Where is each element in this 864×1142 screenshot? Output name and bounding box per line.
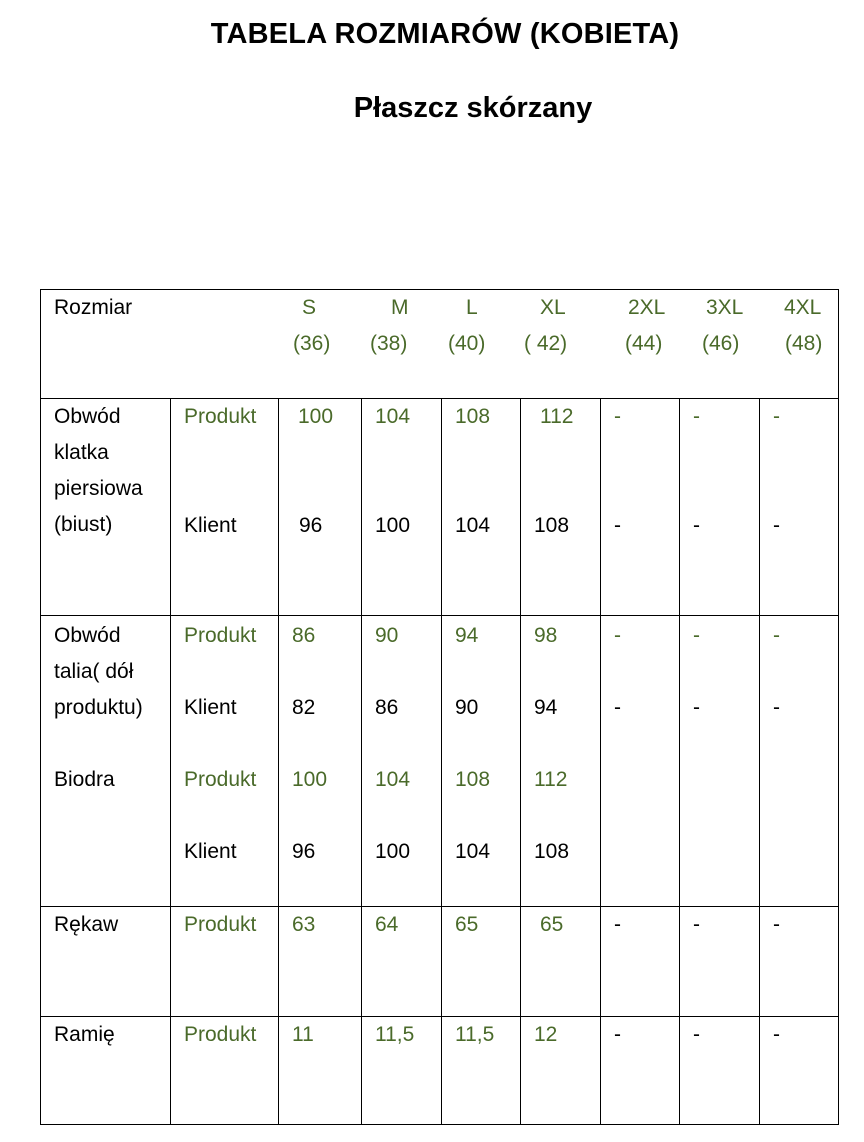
header-size-3xl: 3XL bbox=[706, 296, 744, 319]
cell-value: 100 bbox=[298, 405, 334, 428]
cell-dash: - bbox=[614, 1023, 621, 1046]
cell-dash: - bbox=[773, 696, 780, 719]
header-eu-2xl: (44) bbox=[625, 332, 663, 355]
row-type-klient: Klient bbox=[184, 514, 237, 537]
row-type-produkt: Produkt bbox=[184, 1023, 257, 1046]
col-divider bbox=[441, 398, 442, 1125]
cell-value: 65 bbox=[540, 913, 564, 936]
cell-dash: - bbox=[773, 514, 780, 537]
cell-dash: - bbox=[773, 913, 780, 936]
cell-dash: - bbox=[614, 696, 621, 719]
col-divider bbox=[600, 398, 601, 1125]
cell-dash: - bbox=[693, 1023, 700, 1046]
cell-value: 108 bbox=[455, 768, 491, 791]
cell-value: 104 bbox=[375, 768, 411, 791]
cell-value: 96 bbox=[292, 840, 316, 863]
row-label-sleeve: Rękaw bbox=[54, 913, 119, 936]
header-label: Rozmiar bbox=[54, 296, 133, 319]
cell-value: 64 bbox=[375, 913, 399, 936]
cell-value: 11 bbox=[292, 1023, 314, 1046]
cell-dash: - bbox=[693, 624, 700, 647]
table-border-bottom bbox=[40, 1124, 839, 1125]
cell-value: 11,5 bbox=[375, 1023, 415, 1046]
col-divider bbox=[759, 398, 760, 1125]
cell-value: 86 bbox=[375, 696, 399, 719]
cell-value: 82 bbox=[292, 696, 316, 719]
header-size-s: S bbox=[302, 296, 317, 319]
cell-dash: - bbox=[614, 624, 621, 647]
header-eu-xl: ( 42) bbox=[524, 332, 568, 355]
header-eu-s: (36) bbox=[293, 332, 331, 355]
header-size-m: M bbox=[391, 296, 409, 319]
cell-dash: - bbox=[773, 624, 780, 647]
table-border-left bbox=[40, 289, 41, 1125]
row-type-produkt: Produkt bbox=[184, 405, 257, 428]
cell-value: 98 bbox=[534, 624, 558, 647]
cell-value: 86 bbox=[292, 624, 316, 647]
table-border-row3 bbox=[40, 906, 839, 907]
row-label-hips: Biodra bbox=[54, 768, 115, 791]
table-border-right bbox=[838, 289, 839, 1125]
cell-value: 104 bbox=[375, 405, 411, 428]
row-label-shoulder: Ramię bbox=[54, 1023, 115, 1046]
header-eu-l: (40) bbox=[448, 332, 486, 355]
row-type-klient: Klient bbox=[184, 696, 237, 719]
cell-value: 96 bbox=[299, 514, 323, 537]
cell-value: 112 bbox=[540, 405, 574, 428]
cell-value: 90 bbox=[455, 696, 479, 719]
row-label-bust: Obwód klatka piersiowa (biust) bbox=[54, 405, 143, 536]
header-size-4xl: 4XL bbox=[784, 296, 822, 319]
cell-value: 104 bbox=[455, 514, 491, 537]
row-type-klient: Klient bbox=[184, 840, 237, 863]
cell-value: 94 bbox=[534, 696, 558, 719]
header-size-xl: XL bbox=[540, 296, 566, 319]
cell-value: 94 bbox=[455, 624, 479, 647]
cell-value: 108 bbox=[534, 514, 570, 537]
cell-value: 108 bbox=[534, 840, 570, 863]
header-eu-m: (38) bbox=[370, 332, 408, 355]
cell-dash: - bbox=[773, 1023, 780, 1046]
header-eu-4xl: (48) bbox=[785, 332, 823, 355]
page-title: TABELA ROZMIARÓW (KOBIETA) bbox=[210, 18, 680, 50]
header-eu-3xl: (46) bbox=[702, 332, 740, 355]
cell-value: 112 bbox=[534, 768, 568, 791]
cell-dash: - bbox=[693, 696, 700, 719]
cell-dash: - bbox=[693, 405, 700, 428]
row-type-produkt: Produkt bbox=[184, 768, 257, 791]
cell-value: 65 bbox=[455, 913, 479, 936]
cell-value: 63 bbox=[292, 913, 316, 936]
page-subtitle: Płaszcz skórzany bbox=[353, 92, 593, 124]
cell-value: 104 bbox=[455, 840, 491, 863]
col-divider bbox=[679, 398, 680, 1125]
cell-dash: - bbox=[614, 405, 621, 428]
cell-value: 100 bbox=[292, 768, 328, 791]
cell-dash: - bbox=[773, 405, 780, 428]
cell-dash: - bbox=[614, 913, 621, 936]
cell-value: 100 bbox=[375, 840, 411, 863]
cell-dash: - bbox=[614, 514, 621, 537]
cell-dash: - bbox=[693, 913, 700, 936]
col-divider bbox=[361, 398, 362, 1125]
header-size-2xl: 2XL bbox=[628, 296, 666, 319]
cell-value: 100 bbox=[375, 514, 411, 537]
cell-value: 108 bbox=[455, 405, 491, 428]
col-divider bbox=[520, 398, 521, 1125]
col-divider bbox=[278, 398, 279, 1125]
cell-value: 11,5 bbox=[455, 1023, 495, 1046]
cell-value: 12 bbox=[534, 1023, 558, 1046]
row-type-produkt: Produkt bbox=[184, 913, 257, 936]
cell-value: 90 bbox=[375, 624, 399, 647]
cell-dash: - bbox=[693, 514, 700, 537]
col-divider bbox=[170, 398, 171, 1125]
row-type-produkt: Produkt bbox=[184, 624, 257, 647]
table-border-row2 bbox=[40, 615, 839, 616]
row-label-waist: Obwód talia( dół produktu) bbox=[54, 624, 143, 719]
header-size-l: L bbox=[466, 296, 478, 319]
table-border-row4 bbox=[40, 1016, 839, 1017]
table-border-row1 bbox=[40, 398, 839, 399]
